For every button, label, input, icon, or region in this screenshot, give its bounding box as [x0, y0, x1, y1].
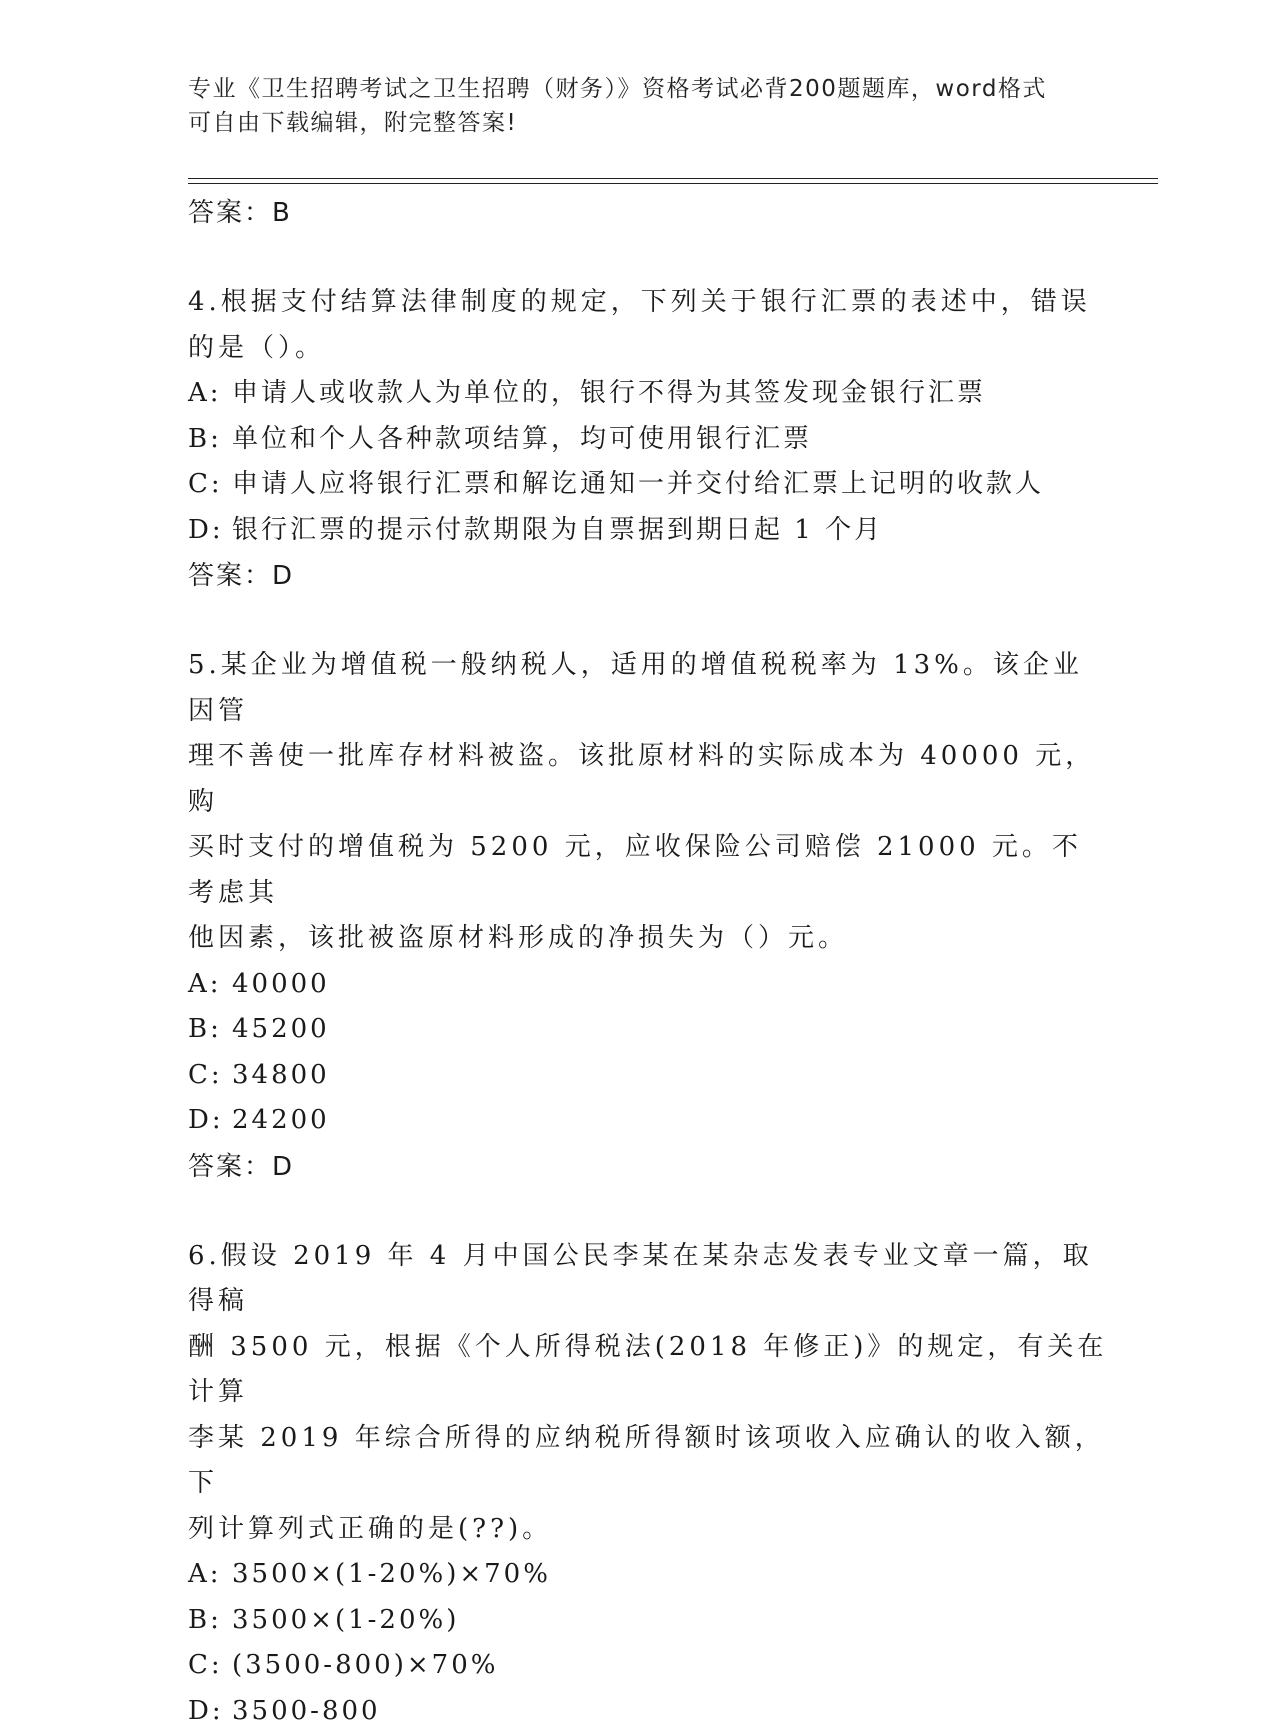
option-key: C: [188, 462, 232, 508]
option-b [188, 1598, 1108, 1644]
option-text: 3500×(1-20%) [232, 1605, 459, 1635]
question-stem [188, 1234, 1108, 1553]
option-d [188, 1689, 1108, 1734]
option-text: (3500-800)×70% [232, 1650, 498, 1680]
stem-line: 列计算列式正确的是(??)。 [188, 1507, 1108, 1553]
option-key: D: [188, 508, 232, 554]
option-text: 银行汇票的提示付款期限为自票据到期日起 1 个月 [232, 515, 883, 545]
answer: 答案：D [188, 553, 1108, 599]
stem-line: 买时支付的增值税为 5200 元，应收保险公司赔偿 21000 元。不考虑其 [188, 825, 1108, 916]
question-5 [188, 643, 1108, 1190]
option-a [188, 371, 1108, 417]
option-key: A: [188, 962, 232, 1008]
option-key: B: [188, 417, 232, 463]
option-key: C: [188, 1053, 232, 1099]
option-key: D: [188, 1689, 232, 1734]
question-6 [188, 1234, 1108, 1734]
option-c [188, 462, 1108, 508]
question-4 [188, 280, 1108, 599]
stem-line: 4.根据支付结算法律制度的规定，下列关于银行汇票的表述中，错误 [188, 280, 1108, 326]
option-text: 单位和个人各种款项结算，均可使用银行汇票 [232, 424, 812, 454]
stem-line: 他因素，该批被盗原材料形成的净损失为（）元。 [188, 916, 1108, 962]
option-text: 45200 [232, 1014, 330, 1044]
question-stem [188, 280, 1108, 371]
answer-previous: 答案：B [188, 190, 1108, 236]
option-key: B: [188, 1598, 232, 1644]
option-key: B: [188, 1007, 232, 1053]
header-divider [188, 178, 1158, 184]
option-key: A: [188, 371, 232, 417]
answer: 答案：D [188, 1144, 1108, 1190]
stem-line: 5.某企业为增值税一般纳税人，适用的增值税税率为 13%。该企业因管 [188, 643, 1108, 734]
option-text: 申请人或收款人为单位的，银行不得为其签发现金银行汇票 [232, 378, 986, 408]
option-d [188, 1098, 1108, 1144]
stem-line: 的是（）。 [188, 326, 1108, 372]
header-title-line-1: 专业《卫生招聘考试之卫生招聘（财务）》资格考试必背200题题库，word格式 [188, 72, 1088, 106]
option-d [188, 508, 1108, 554]
option-a [188, 962, 1108, 1008]
option-text: 3500×(1-20%)×70% [232, 1559, 551, 1589]
option-a [188, 1552, 1108, 1598]
option-text: 40000 [232, 969, 330, 999]
option-text: 3500-800 [232, 1696, 381, 1726]
option-key: C: [188, 1643, 232, 1689]
document-body [188, 190, 1108, 1734]
option-key: A: [188, 1552, 232, 1598]
option-b [188, 417, 1108, 463]
option-text: 24200 [232, 1105, 330, 1135]
option-c [188, 1053, 1108, 1099]
header-title-line-2: 可自由下载编辑，附完整答案! [188, 106, 1088, 140]
stem-line: 理不善使一批库存材料被盗。该批原材料的实际成本为 40000 元，购 [188, 734, 1108, 825]
option-text: 申请人应将银行汇票和解讫通知一并交付给汇票上记明的收款人 [232, 469, 1044, 499]
stem-line: 酬 3500 元，根据《个人所得税法(2018 年修正)》的规定，有关在计算 [188, 1325, 1108, 1416]
page-header [188, 72, 1088, 140]
stem-line: 李某 2019 年综合所得的应纳税所得额时该项收入应确认的收入额，下 [188, 1416, 1108, 1507]
option-key: D: [188, 1098, 232, 1144]
stem-line: 6.假设 2019 年 4 月中国公民李某在某杂志发表专业文章一篇，取得稿 [188, 1234, 1108, 1325]
option-b [188, 1007, 1108, 1053]
question-stem [188, 643, 1108, 962]
option-text: 34800 [232, 1060, 330, 1090]
